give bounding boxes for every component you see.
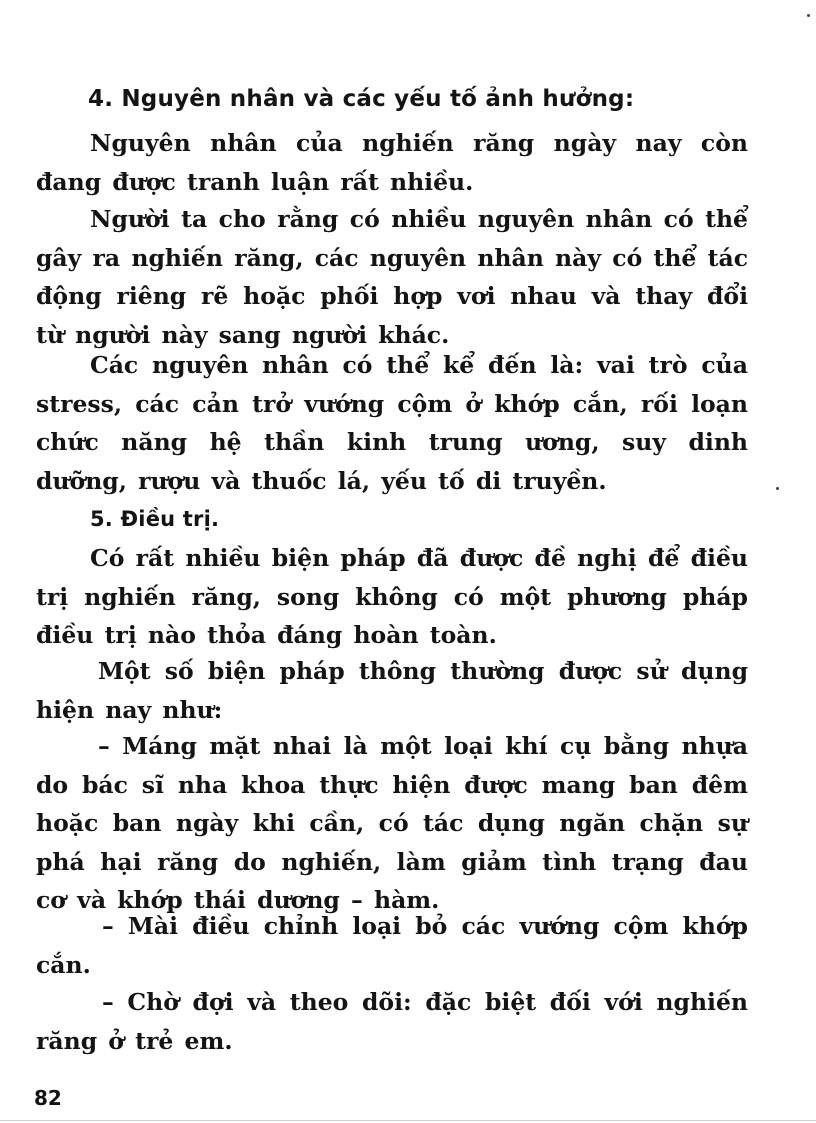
paragraph-causes-list: Các nguyên nhân có thể kể đến là: vai trò của stress, các cản trở vướng cộm ở khớp cắn, rối loạn chức năng hệ thần kinh trung ương, suy dinh dưỡng, rượu và thuốc lá, yếu tố di truyền. xyxy=(36,351,748,495)
scan-speck xyxy=(776,487,779,490)
section-heading-treatment: 5. Điều trị. xyxy=(90,507,220,531)
paragraph-causes-debate: Nguyên nhân của nghiến răng ngày nay còn đang được tranh luận rất nhiều. xyxy=(36,129,748,196)
page-number: 82 xyxy=(34,1086,62,1110)
list-item-watchful-waiting: – Chờ đợi và theo dõi: đặc biệt đối với nghiến răng ở trẻ em. xyxy=(36,988,748,1055)
paragraph-treatment-intro: Có rất nhiều biện pháp đã được đề nghị để điều trị nghiến răng, song không có một phương pháp điều trị nào thỏa đáng hoàn toàn. xyxy=(36,544,748,649)
paragraph-treatment-common: Một số biện pháp thông thường được sử dụng hiện nay như: xyxy=(36,657,748,724)
paragraph-causes-multiple: Người ta cho rằng có nhiều nguyên nhân có thể gây ra nghiến răng, các nguyên nhân này có thể tác động riêng rẽ hoặc phối hợp vơi nhau và thay đổi từ người này sang người khác. xyxy=(36,205,748,349)
section-heading-causes: 4. Nguyên nhân và các yếu tố ảnh hưởng: xyxy=(88,86,635,112)
scan-edge-line xyxy=(0,1120,816,1121)
list-item-occlusal-adjustment: – Mài điều chỉnh loại bỏ các vướng cộm khớp cắn. xyxy=(36,912,748,979)
scan-speck xyxy=(807,14,810,17)
list-item-occlusal-splint: – Máng mặt nhai là một loại khí cụ bằng nhựa do bác sĩ nha khoa thực hiện được mang ban đêm hoặc ban ngày khi cần, có tác dụng ngăn chặn sự phá hại răng do nghiến, làm giảm tình trạng đau cơ và khớp thái dương – hàm. xyxy=(36,732,748,914)
